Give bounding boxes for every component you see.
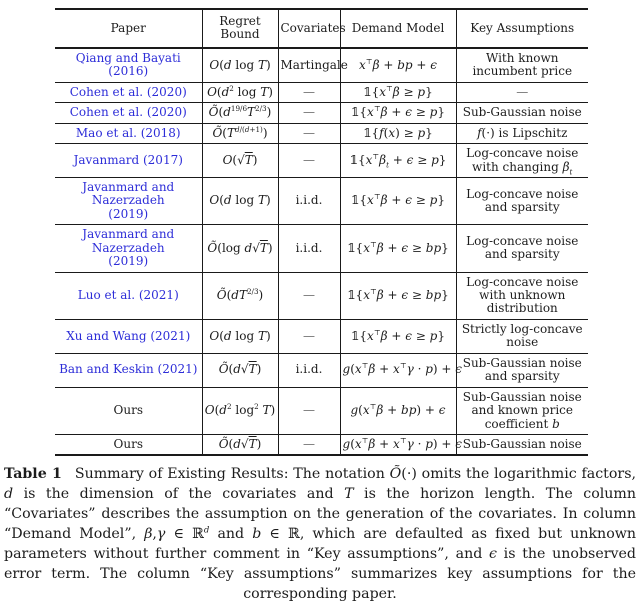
paper-citation-link[interactable]: Javanmard and Nazerzadeh (2019) [55, 177, 202, 224]
paper-citation-link[interactable]: Cohen et al. (2020) [55, 82, 202, 102]
cell-covariates [278, 103, 340, 123]
empty-dash: — [303, 288, 315, 302]
cell-demand: $𝟙\{x^⊤\beta_t + \epsilon \ge p\}$ [340, 144, 456, 178]
paper-name: Ours [55, 387, 202, 434]
table-row [55, 387, 588, 434]
cell-covariates: i.i.d. [278, 177, 340, 224]
paper-citation-link[interactable]: Javanmard (2017) [55, 144, 202, 178]
cell-covariates [278, 272, 340, 319]
table-row [55, 123, 588, 143]
cell-assumptions: f(·) is Lipschitz [456, 123, 588, 143]
cell-demand: 𝟙{x⊤β + ϵ ≥ p} [340, 103, 456, 123]
empty-dash: — [303, 125, 315, 140]
cell-regret: $O(d^2$ log T) [202, 82, 278, 102]
empty-dash: — [303, 152, 315, 167]
cell-covariates: i.i.d. [278, 353, 340, 387]
empty-dash: — [303, 436, 315, 451]
empty-dash: — [303, 328, 315, 343]
paper-citation-link[interactable]: Cohen et al. (2020) [55, 103, 202, 123]
paper-citation-link[interactable]: Luo et al. (2021) [55, 272, 202, 319]
col-header-demand-model: Demand Model [340, 9, 456, 48]
table-row [55, 434, 588, 455]
cell-assumptions: Sub-Gaussian noise [456, 103, 588, 123]
cell-demand: 𝟙{f(x) ≥ p} [340, 123, 456, 143]
cell-demand: 𝟙{x⊤β ≥ p} [340, 82, 456, 102]
cell-assumptions [456, 82, 588, 102]
cell-regret: Õ(d√T) [202, 353, 278, 387]
results-table [55, 8, 588, 456]
col-header-regret-bound: Regret Bound [202, 9, 278, 48]
cell-covariates [278, 387, 340, 434]
empty-dash: — [303, 84, 315, 99]
header-row [55, 9, 588, 48]
table-row [55, 82, 588, 102]
cell-assumptions: With known incumbent price [456, 48, 588, 82]
cell-covariates [278, 82, 340, 102]
cell-assumptions: Sub-Gaussian noise and sparsity [456, 353, 588, 387]
empty-dash: — [516, 84, 529, 99]
table-row [55, 272, 588, 319]
cell-demand: g(x⊤β + x⊤γ · p) + ϵ [340, 353, 456, 387]
paper-citation-link[interactable]: Mao et al. (2018) [55, 123, 202, 143]
cell-regret: O(d log T) [202, 48, 278, 82]
col-header-paper: Paper [55, 9, 202, 48]
cell-regret: $Õ(T^{d/(d+1)})$ [202, 123, 278, 143]
cell-demand: 𝟙{x⊤β + ϵ ≥ p} [340, 319, 456, 353]
cell-regret: Õ(log d√T) [202, 225, 278, 272]
cell-covariates: i.i.d. [278, 225, 340, 272]
table-row [55, 353, 588, 387]
cell-covariates: Martingale [278, 48, 340, 82]
col-header-key-assumptions: Key Assumptions [456, 9, 588, 48]
cell-assumptions: Sub-Gaussian noise and known price coefficient b [456, 387, 588, 434]
table-row [55, 225, 588, 272]
cell-assumptions: Log-concave noise with unknown distribution [456, 272, 588, 319]
paper-citation-link[interactable]: Qiang and Bayati (2016) [75, 50, 181, 79]
cell-covariates [278, 123, 340, 143]
cell-assumptions: Strictly log-concave noise [456, 319, 588, 353]
cell-demand: 𝟙{x⊤β + ϵ ≥ p} [340, 177, 456, 224]
table-row [55, 177, 588, 224]
paper-citation-link[interactable]: Ban and Keskin (2021) [55, 353, 202, 387]
cell-assumptions: Log-concave noise and sparsity [456, 225, 588, 272]
cell-assumptions: Log-concave noise and sparsity [456, 177, 588, 224]
empty-dash: — [303, 105, 315, 120]
cell-regret: Õ(d√T) [202, 434, 278, 455]
table-body [55, 48, 588, 456]
cell-covariates [278, 144, 340, 178]
cell-assumptions: Log-concave noise with changing $\beta_t$ [456, 144, 588, 178]
paper-citation-link[interactable]: Javanmard and Nazerzadeh (2019) [55, 225, 202, 272]
cell-regret: O(d log T) [202, 177, 278, 224]
cell-regret: O(√T) [202, 144, 278, 178]
cell-regret: $Õ(d^{19/6}T^{2/3})$ [202, 103, 278, 123]
table-row [55, 48, 588, 82]
table-row [55, 319, 588, 353]
cell-demand: 𝟙{x⊤β + ϵ ≥ bp} [340, 225, 456, 272]
table-row [55, 144, 588, 178]
cell-demand: x⊤β + bp + ϵ [340, 48, 456, 82]
cell-demand: g(x⊤β + x⊤γ · p) + ϵ [340, 434, 456, 455]
table-header [55, 9, 588, 48]
cell-assumptions: Sub-Gaussian noise [456, 434, 588, 455]
col-header-covariates: Covariates [278, 9, 340, 48]
table-row [55, 103, 588, 123]
cell-regret: O(d log T) [202, 319, 278, 353]
empty-dash: — [303, 403, 315, 418]
cell-demand: 𝟙{x⊤β + ϵ ≥ bp} [340, 272, 456, 319]
cell-covariates [278, 434, 340, 455]
table-caption: Table 1 Summary of Existing Results: The notation Õ(·) omits the logarithmic factors, d is the dimension of the covariates and T is the horizon length. The column “Covariates” describes the assumption on the generation of the covariates. In column “Demand Model”, β,γ ∈ ℝ$^d$ and b ∈ ℝ, which are defaulted as fixed but unknown parameters without further comment in “Key assumptions”, and ϵ is the unobserved error term. The column “Key assumptions” summarizes key assumptions for the corresponding paper. [4, 466, 637, 603]
cell-regret: $O(d^2$ $\log^2 T$) [202, 387, 278, 434]
cell-regret: $Õ(dT^{2/3})$ [202, 272, 278, 319]
cell-demand: g(x⊤β + bp) + ϵ [340, 387, 456, 434]
paper-citation-link[interactable]: Xu and Wang (2021) [55, 319, 202, 353]
cell-covariates [278, 319, 340, 353]
paper-name: Ours [55, 434, 202, 455]
